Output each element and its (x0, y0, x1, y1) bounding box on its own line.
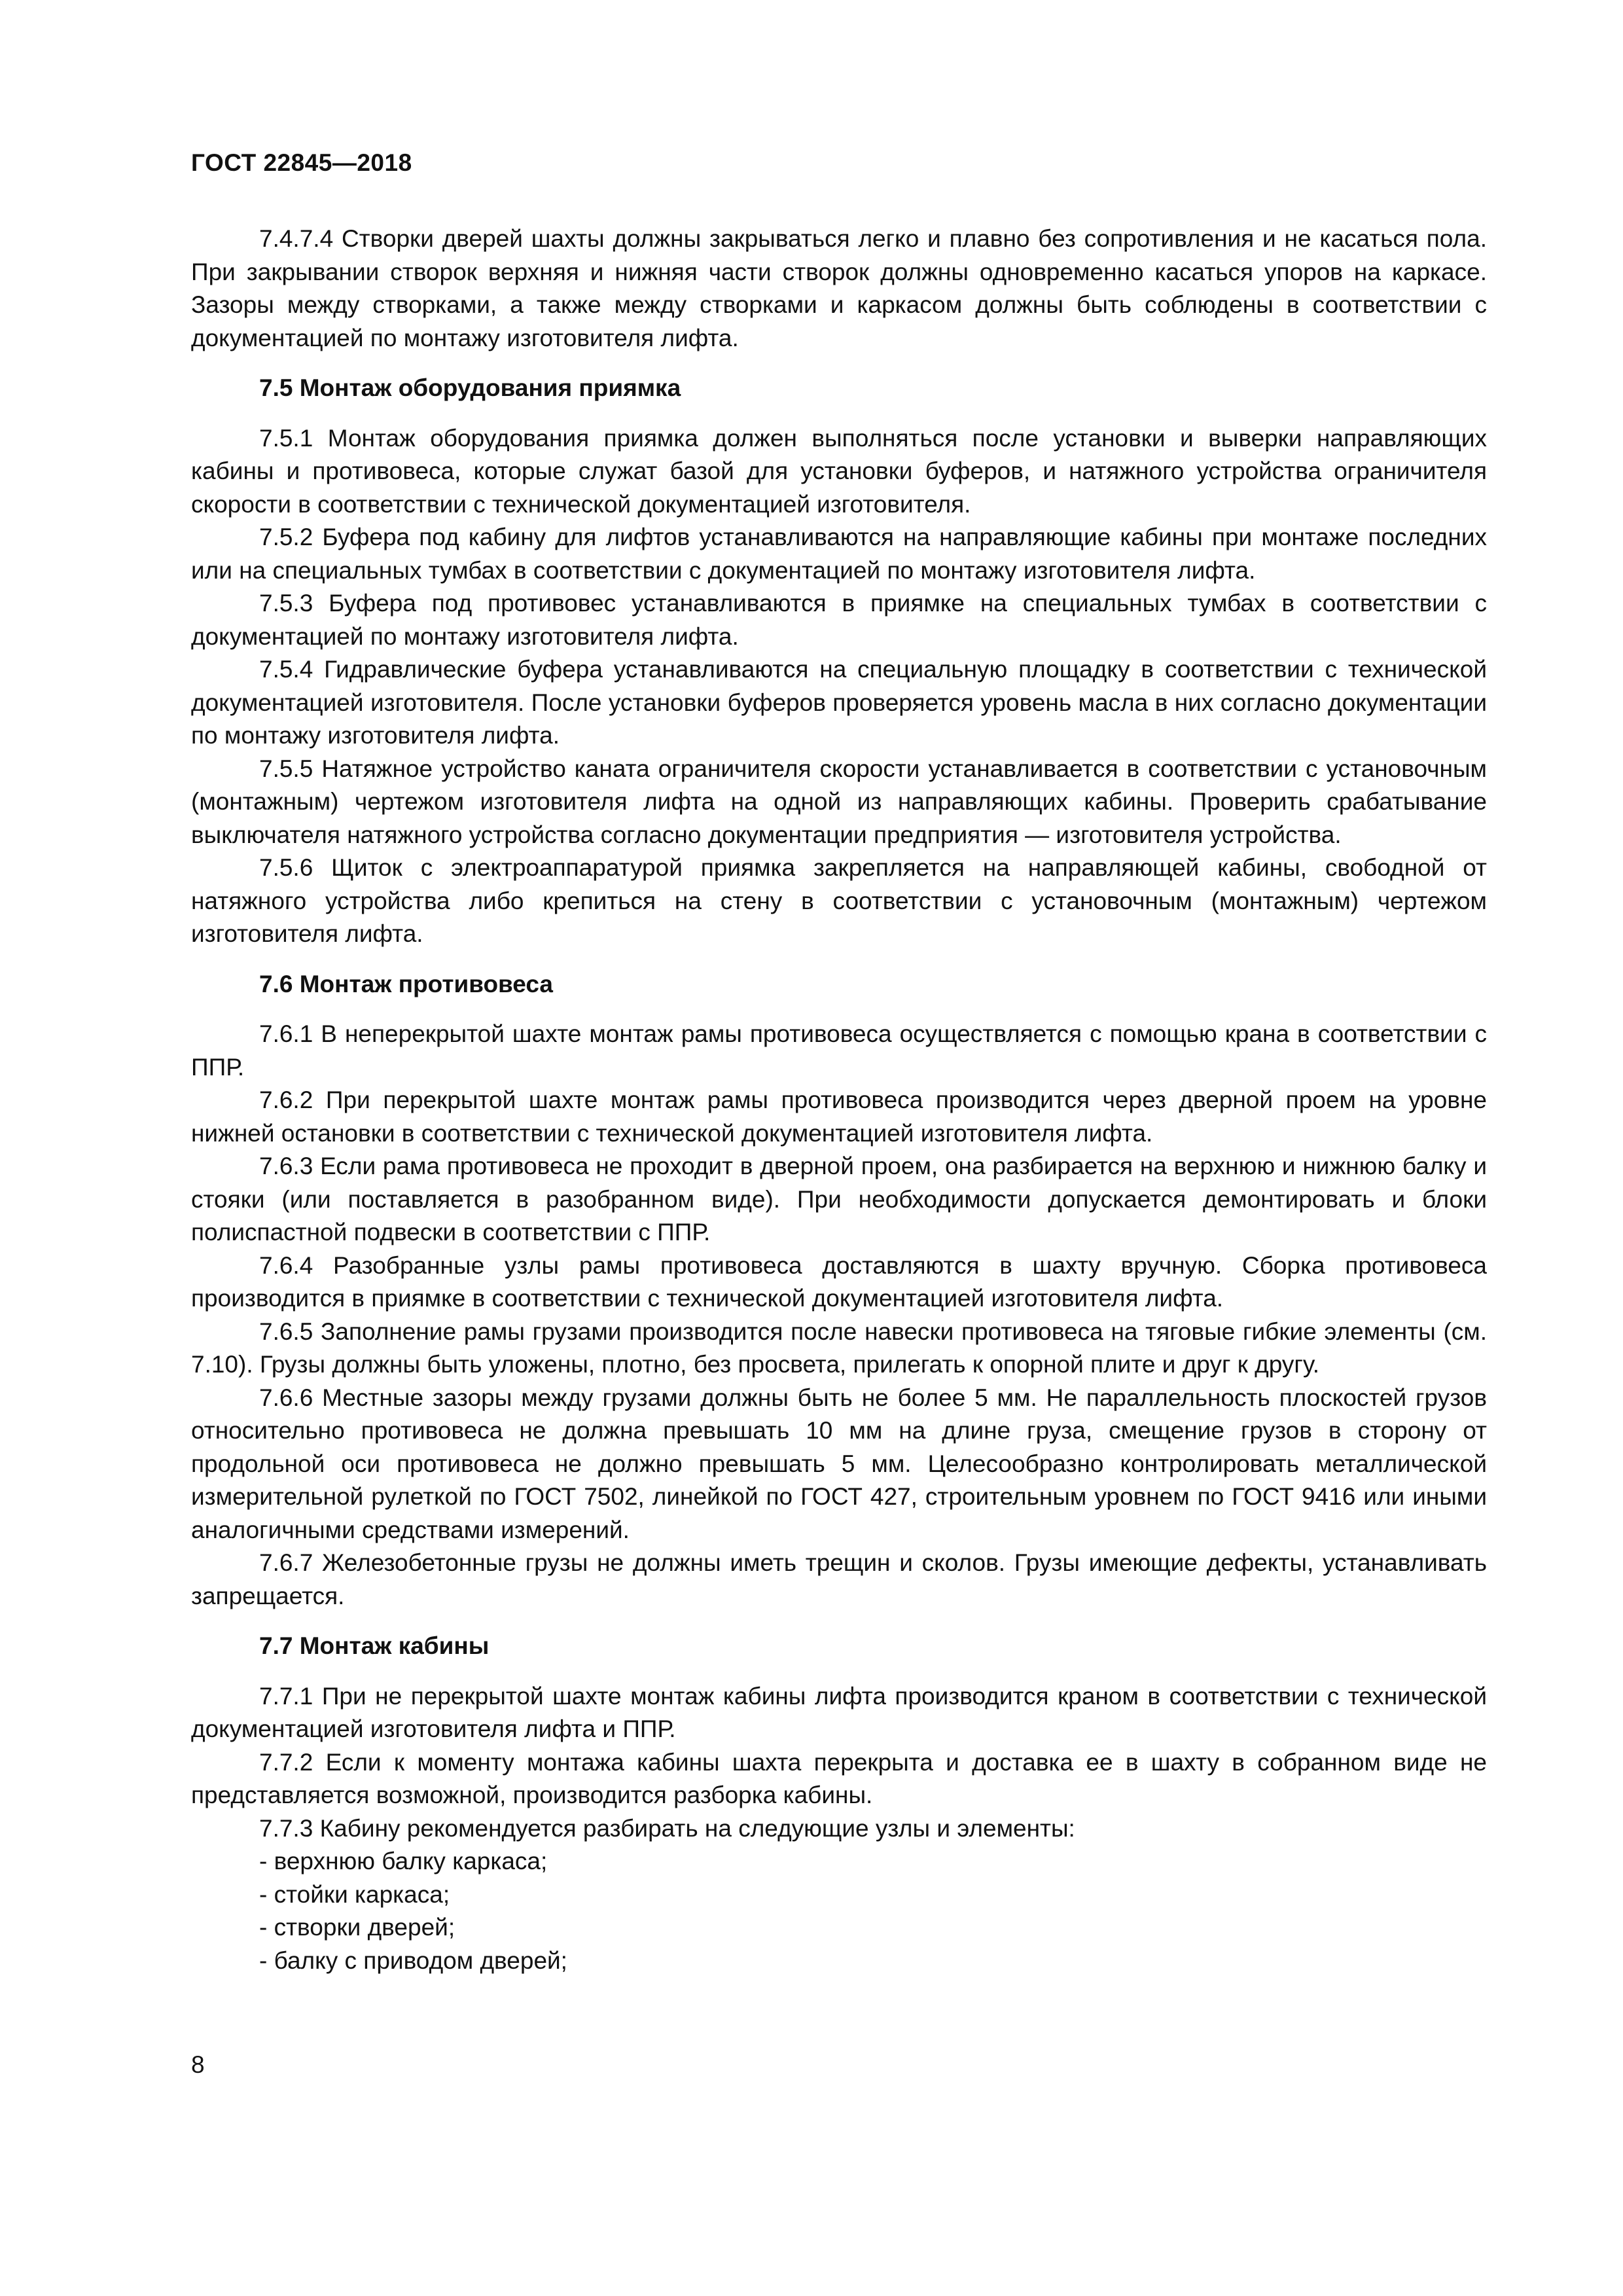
list-item: - верхнюю балку каркаса; (191, 1845, 1487, 1878)
section-heading-7-6: 7.6 Монтаж противовеса (259, 970, 554, 997)
paragraph-7-4-7-4: 7.4.7.4 Створки дверей шахты должны закрываться легко и плавно без сопротивления и не касаться пола. При закрывании створок верхняя и нижняя части створок должны одновременно касаться упоров на каркасе. Зазоры между створками, а также между створками и каркасом должны быть соблюдены в соответствии с документацией по монтажу изготовителя лифта. (191, 225, 1487, 351)
paragraph-7-5-2: 7.5.2 Буфера под кабину для лифтов устанавливаются на направляющие кабины при монтаже последних или на специальных тумбах в соответствии с документацией по монтажу изготовителя лифта. (191, 524, 1487, 584)
list-item: - створки дверей; (191, 1911, 1487, 1945)
paragraph-7-5-5: 7.5.5 Натяжное устройство каната ограничителя скорости устанавливается в соответствии с установочным (монтажным) чертежом изготовителя лифта на одной из направляющих кабины. Проверить срабатывание выключателя натяжного устройства согласно документации предприятия — изготовителя устройства. (191, 755, 1487, 848)
paragraph-7-7-2: 7.7.2 Если к моменту монтажа кабины шахта перекрыта и доставка ее в шахту в собранном виде не представляется возможной, производится разборка кабины. (191, 1748, 1487, 1808)
cabin-parts-list (191, 1845, 1487, 1977)
list-item: - стойки каркаса; (191, 1878, 1487, 1912)
paragraph-7-6-1: 7.6.1 В неперекрытой шахте монтаж рамы противовеса осуществляется с помощью крана в соответствии с ППР. (191, 1020, 1487, 1081)
paragraph-7-6-4: 7.6.4 Разобранные узлы рамы противовеса доставляются в шахту вручную. Сборка противовеса производится в приямке в соответствии с технической документацией изготовителя лифта. (191, 1251, 1487, 1312)
paragraph-7-6-7: 7.6.7 Железобетонные грузы не должны иметь трещин и сколов. Грузы имеющие дефекты, устанавливать запрещается. (191, 1549, 1487, 1609)
paragraph-7-6-5: 7.6.5 Заполнение рамы грузами производится после навески противовеса на тяговые гибкие элементы (см. 7.10). Грузы должны быть уложены, плотно, без просвета, прилегать к опорной плите и друг к другу. (191, 1318, 1487, 1378)
paragraph-7-5-3: 7.5.3 Буфера под противовес устанавливаются в приямке на специальных тумбах в соответствии с документацией по монтажу изготовителя лифта. (191, 590, 1487, 650)
paragraph-7-7-1: 7.7.1 При не перекрытой шахте монтаж кабины лифта производится краном в соответствии с технической документацией изготовителя лифта и ППР. (191, 1682, 1487, 1742)
paragraph-7-6-3: 7.6.3 Если рама противовеса не проходит в дверной проем, она разбирается на верхнюю и нижнюю балку и стояки (или поставляется в разобранном виде). При необходимости допускается демонтировать и блоки полиспастной подвески в соответствии с ППР. (191, 1153, 1487, 1246)
section-heading-7-5: 7.5 Монтаж оборудования приямка (259, 374, 681, 401)
list-item: - балку с приводом дверей; (191, 1945, 1487, 1978)
paragraph-7-7-3: 7.7.3 Кабину рекомендуется разбирать на следующие узлы и элементы: (259, 1814, 1075, 1842)
section-heading-7-7: 7.7 Монтаж кабины (259, 1632, 490, 1659)
paragraph-7-6-6: 7.6.6 Местные зазоры между грузами должны быть не более 5 мм. Не параллельность плоскостей грузов относительно противовеса не должна превышать 10 мм на длине груза, смещение грузов в сторону от продольной оси противовеса не должно превышать 5 мм. Целесообразно контролировать металлической измерительной рулеткой по ГОСТ 7502, линейкой по ГОСТ 427, строительным уровнем по ГОСТ 9416 или иными аналогичными средствами измерений. (191, 1384, 1487, 1543)
paragraph-7-6-2: 7.6.2 При перекрытой шахте монтаж рамы противовеса производится через дверной проем на уровне нижней остановки в соответствии с технической документацией изготовителя лифта. (191, 1086, 1487, 1147)
paragraph-7-5-1: 7.5.1 Монтаж оборудования приямка должен выполняться после установки и выверки направляющих кабины и противовеса, которые служат базой для установки буферов, и натяжного устройства ограничителя скорости в соответствии с технической документацией изготовителя. (191, 424, 1487, 518)
paragraph-7-5-6: 7.5.6 Щиток с электроаппаратурой приямка закрепляется на направляющей кабины, свободной от натяжного устройства либо крепиться на стену в соответствии с установочным (монтажным) чертежом изготовителя лифта. (191, 854, 1487, 947)
document-header: ГОСТ 22845—2018 (191, 149, 412, 176)
paragraph-7-5-4: 7.5.4 Гидравлические буфера устанавливаются на специальную площадку в соответствии с технической документацией изготовителя. После установки буферов проверяется уровень масла в них согласно документации по монтажу изготовителя лифта. (191, 656, 1487, 749)
document-body (191, 223, 1487, 1977)
page-number: 8 (191, 2051, 205, 2078)
